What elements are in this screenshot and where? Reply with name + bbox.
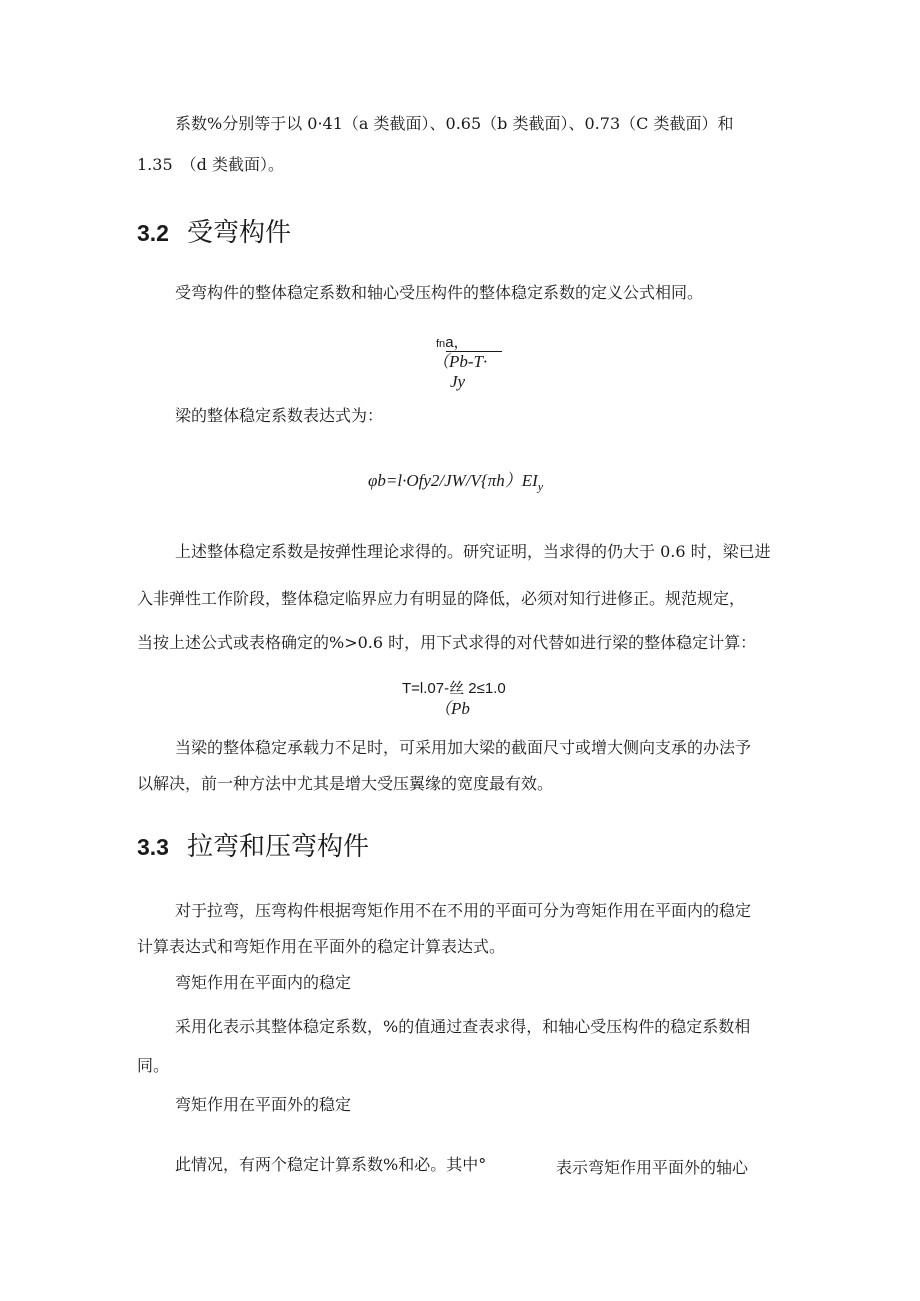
out-of-plane-left: 此情况，有两个稳定计算系数%和必。其中° (175, 1155, 487, 1174)
formula1-bottom: Jy (450, 372, 466, 391)
formula2-subscript: y (537, 479, 544, 494)
bending-intro: 受弯构件的整体稳定系数和轴心受压构件的整体稳定系数的定义公式相同。 (175, 283, 704, 302)
beam-expression-label: 梁的整体稳定系数表达式为： (175, 406, 384, 425)
formula3-paren: （ (434, 699, 451, 718)
in-plane-line-2: 同。 (137, 1056, 170, 1075)
combined-intro-line-2: 计算表达式和弯矩作用在平面外的稳定计算表达式。 (137, 937, 506, 956)
elastic-theory-line-3: 当按上述公式或表格确定的%>0.6 时，用下式求得的对代替如进行梁的整体稳定计算： (137, 633, 757, 652)
formula2-main: φb=l·Ofy2/JW/V{πh）EI (368, 471, 538, 490)
insufficient-capacity-line-1: 当梁的整体稳定承载力不足时，可采用加大梁的截面尺寸或增大侧向支承的办法予 (175, 738, 752, 757)
section-heading-3-3 (137, 832, 369, 862)
subheading-out-of-plane: 弯矩作用在平面外的稳定 (175, 1095, 352, 1114)
formula1-top: a， (445, 334, 469, 351)
section-title: 拉弯和压弯构件 (186, 832, 369, 862)
elastic-theory-line-1: 上述整体稳定系数是按弹性理论求得的。研究证明，当求得的仍大于 0.6 时，梁已进 (175, 542, 771, 561)
section-heading-3-2 (137, 218, 291, 248)
coefficient-line-1: 系数%分别等于以 0·41（a 类截面）、0.65（b 类截面）、0.73（C 类截面）和 (175, 114, 734, 133)
formula1-top-prefix: fn (436, 338, 446, 350)
elastic-theory-line-2: 入非弹性工作阶段，整体稳定临界应力有明显的降低，必须对知行进修正。规范规定， (137, 589, 746, 608)
coefficient-line-2: 1.35 （d 类截面）。 (137, 155, 284, 174)
section-title: 受弯构件 (186, 218, 291, 248)
formula3-top: T=l.07-丝 2≤1.0 (402, 680, 506, 697)
section-number: 3.3 (137, 834, 169, 860)
formula1-paren: （ (432, 352, 449, 371)
formula-definition (432, 334, 516, 394)
formula1-middle: Pb-T· (449, 352, 488, 371)
insufficient-capacity-line-2: 以解决，前一种方法中尤其是增大受压翼缘的宽度最有效。 (137, 774, 554, 793)
in-plane-line-1: 采用化表示其整体稳定系数，%的值通过查表求得，和轴心受压构件的稳定系数相 (175, 1017, 751, 1036)
formula3-bottom: Pb (451, 699, 470, 718)
formula-beam-stability (368, 470, 543, 497)
section-number: 3.2 (137, 220, 169, 246)
out-of-plane-right: 表示弯矩作用平面外的轴心 (556, 1158, 749, 1177)
combined-intro-line-1: 对于拉弯，压弯构件根据弯矩作用不在不用的平面可分为弯矩作用在平面内的稳定 (175, 901, 752, 920)
formula-correction (402, 680, 542, 720)
subheading-in-plane: 弯矩作用在平面内的稳定 (175, 973, 352, 992)
